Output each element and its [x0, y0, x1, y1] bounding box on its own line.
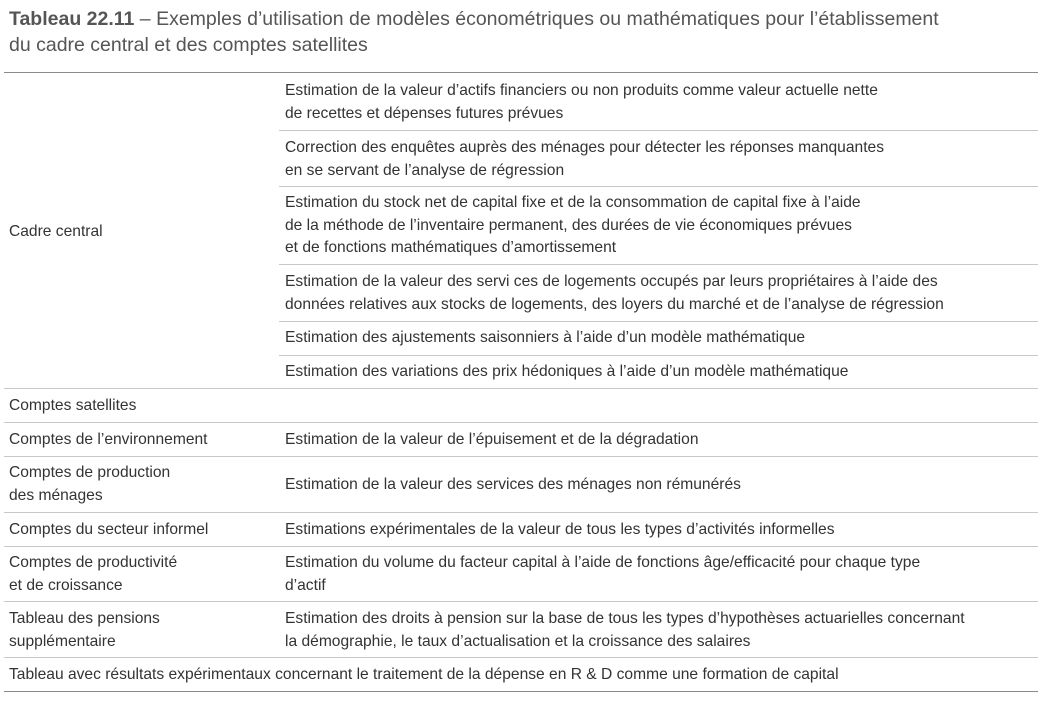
row-divider: [279, 130, 1038, 131]
row-label-text: Comptes de productivité: [9, 554, 178, 571]
row-text: Estimation des droits à pension sur la base de tous les types d’hypothèses actuarielles concernant: [285, 610, 965, 627]
row-label-text: supplémentaire: [9, 632, 116, 650]
title-text-line1: Exemples d’utilisation de modèles économétriques ou mathématiques pour l’établissement: [156, 8, 939, 30]
row-divider: [4, 512, 1038, 513]
satellite-row-3-desc: [285, 519, 835, 542]
row-label-text: des ménages: [9, 486, 103, 504]
satellite-row-5-desc: [285, 608, 965, 653]
cadre-central-row-5: [285, 327, 805, 350]
section-divider: [4, 388, 1038, 389]
row-divider: [279, 355, 1038, 356]
section-label-cadre-central: Cadre central: [9, 223, 103, 240]
row-divider: [4, 456, 1038, 457]
row-text: Estimation de la valeur d’actifs financiers ou non produits comme valeur actuelle nette: [285, 82, 878, 99]
row-text: Estimation de la valeur de l’épuisement et de la dégradation: [285, 431, 699, 448]
cadre-central-row-1: [285, 80, 878, 125]
satellite-row-1-desc: [285, 429, 699, 452]
satellite-row-1-label: [9, 429, 208, 452]
row-text: d’actif: [285, 576, 326, 594]
row-divider: [4, 657, 1038, 658]
cadre-central-row-6: [285, 361, 848, 384]
row-label-text: Comptes de l’environnement: [9, 431, 208, 448]
table-top-rule: [4, 72, 1038, 73]
row-divider: [4, 601, 1038, 602]
title-separator: –: [134, 8, 157, 30]
table-bottom-rule: [4, 691, 1038, 692]
row-label-text: Tableau des pensions: [9, 610, 160, 627]
row-label-text: et de croissance: [9, 576, 123, 594]
row-label-text: Comptes du secteur informel: [9, 521, 209, 538]
row-text: Estimation des ajustements saisonniers à l’aide d’un modèle mathématique: [285, 329, 806, 346]
satellite-row-5-label: [9, 608, 160, 653]
row-text: en se servant de l’analyse de régression: [285, 161, 565, 179]
cadre-central-row-4: [285, 271, 944, 316]
row-text: Estimation des variations des prix hédoniques à l’aide d’un modèle mathématique: [285, 363, 849, 380]
row-text: de recettes et dépenses futures prévues: [285, 104, 564, 122]
satellite-row-2-desc: [285, 474, 741, 497]
row-divider: [4, 546, 1038, 547]
table-number: Tableau 22.11: [9, 8, 135, 30]
satellite-row-3-label: [9, 519, 208, 542]
satellite-row-4-label: [9, 552, 177, 597]
row-text: de la méthode de l’inventaire permanent, des durées de vie économiques prévues: [285, 216, 852, 234]
row-text: Estimation du volume du facteur capital à l’aide de fonctions âge/efficacité pour chaque type: [285, 554, 921, 571]
row-text: Estimations expérimentales de la valeur de tous les types d’activités informelles: [285, 521, 835, 538]
row-text: Estimation du stock net de capital fixe et de la consommation de capital fixe à l’aide: [285, 194, 861, 211]
row-label-text: Comptes de production: [9, 464, 171, 481]
row-divider: [4, 422, 1038, 423]
cadre-central-row-2: [285, 137, 884, 182]
section-label-comptes-satellites: Comptes satellites: [9, 397, 137, 414]
title-text-line2: du cadre central et des comptes satellites: [9, 34, 368, 56]
row-text: Correction des enquêtes auprès des ménages pour détecter les réponses manquantes: [285, 139, 884, 156]
row-divider: [279, 321, 1038, 322]
satellite-row-2-label: [9, 462, 170, 507]
cadre-central-row-3: [285, 192, 861, 260]
row-text: Estimation de la valeur des services des ménages non rémunérés: [285, 476, 741, 493]
table-title: [9, 6, 1039, 58]
row-text: et de fonctions mathématiques d’amortissement: [285, 239, 617, 256]
satellite-row-4-desc: [285, 552, 920, 597]
row-text: la démographie, le taux d’actualisation et la croissance des salaires: [285, 632, 751, 650]
footer-row: Tableau avec résultats expérimentaux concernant le traitement de la dépense en R & D comme une formation de capital: [9, 666, 839, 683]
row-divider: [279, 264, 1038, 265]
row-divider: [279, 186, 1038, 187]
row-text: données relatives aux stocks de logements, des loyers du marché et de l’analyse de régression: [285, 295, 944, 313]
row-text: Estimation de la valeur des servi ces de logements occupés par leurs propriétaires à l’aide des: [285, 273, 938, 290]
